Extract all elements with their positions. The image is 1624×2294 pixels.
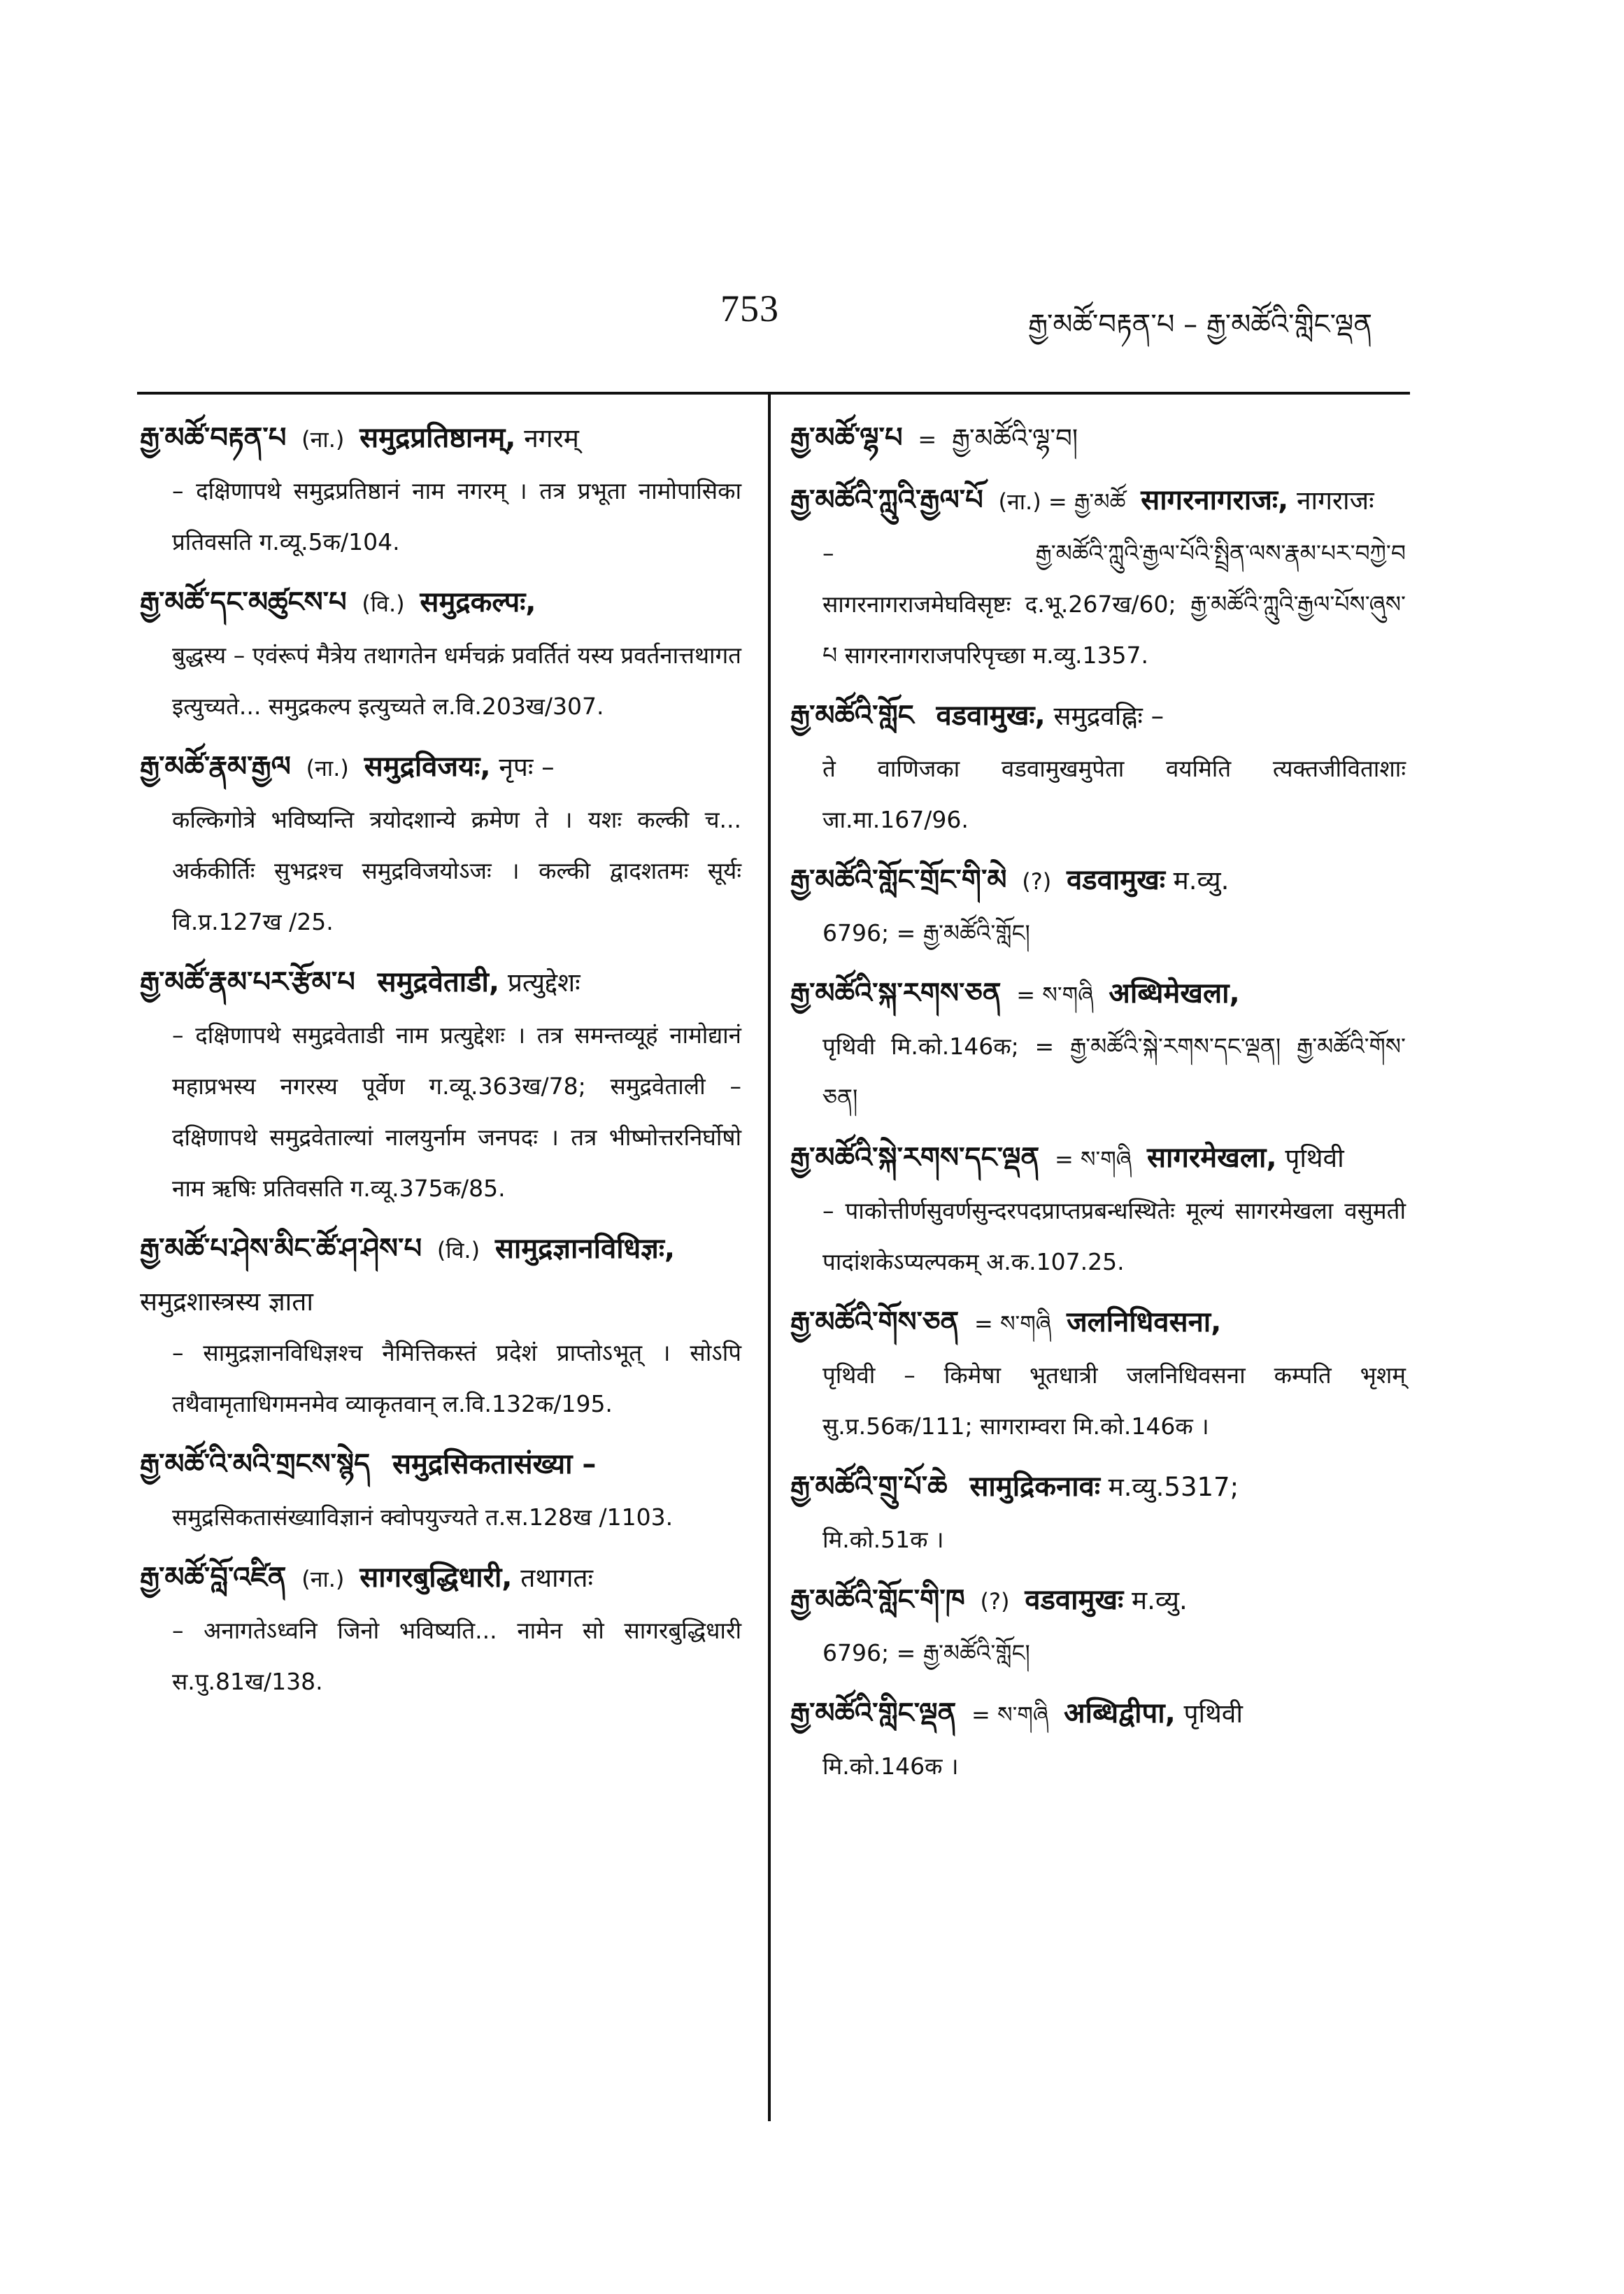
grammar-tag: (वि.)	[362, 590, 405, 617]
tibetan-headword: རྒྱ་མཚོ་བརྟན་པ	[140, 422, 287, 454]
sanskrit-equivalent: अब्धिद्वीपा,	[1064, 1697, 1176, 1729]
entry-headline	[790, 691, 1406, 743]
entry-headline	[790, 1575, 1406, 1627]
sanskrit-equivalent: समुद्रप्रतिष्ठानम्,	[359, 422, 516, 454]
dictionary-entry	[140, 957, 741, 1214]
tibetan-headword: རྒྱ་མཚོའི་སྐ་རགས་ཅན	[790, 977, 1002, 1010]
entry-body: कल्किगोत्रे भविष्यन्ति त्रयोदशान्ये क्रमेण ते । यशः कल्की च... अर्ककीर्तिः सुभद्रश्च समुद्रविजयोऽजः । कल्की द्वादशतमः सूर्यः वि.प्र.127ख /25.	[172, 806, 741, 935]
entry-headline	[790, 968, 1406, 1021]
gloss: समुद्रवह्निः –	[1053, 701, 1164, 731]
entry-headline	[140, 1224, 741, 1327]
left-column	[140, 413, 741, 1717]
sanskrit-equivalent: सामुद्रिकनावः	[969, 1471, 1100, 1503]
gloss: प्रत्युद्देशः	[507, 968, 580, 998]
dictionary-entry	[140, 1224, 741, 1429]
dictionary-entry	[140, 577, 741, 732]
gloss: तथागतः	[520, 1563, 593, 1593]
entry-headline	[790, 855, 1406, 907]
tibetan-headword: རྒྱ་མཚོ་བློ་འཛིན	[140, 1562, 287, 1594]
tibetan-headword: རྒྱ་མཚོ་རྣམ་པར་རྩོམ་པ	[140, 966, 355, 998]
sanskrit-equivalent: समुद्रसिकतासंख्या –	[392, 1448, 597, 1480]
sanskrit-equivalent: सागरबुद्धिधारी,	[359, 1562, 513, 1594]
tibetan-headword: རྒྱ་མཚོ་དང་མཚུངས་པ	[140, 586, 347, 618]
tibetan-headword: རྒྱ་མཚོ་རྣམ་རྒྱལ	[140, 751, 291, 783]
entry-headline	[790, 1688, 1406, 1741]
dictionary-entry	[140, 413, 741, 567]
tibetan-headword: རྒྱ་མཚོའི་གློང་གི་ཁ	[790, 1584, 965, 1616]
header-rule	[137, 392, 1410, 395]
entry-body: बुद्धस्य – एवंरूपं मैत्रेय तथागतेन धर्मचक्रं प्रवर्तितं यस्य प्रवर्तनात्तथागत इत्युच्यते... समुद्रकल्प इत्युच्यते ल.वि.203ख/307.	[172, 642, 741, 720]
entry-body: पृथिवी मि.को.146क; = རྒྱ་མཚོའི་སྐེ་རགས་དང་ལྡན། རྒྱ་མཚོའི་གོས་ཅན།	[822, 1033, 1406, 1111]
entry-headline	[140, 1439, 741, 1492]
sanskrit-equivalent: समुद्रवेताडी,	[377, 966, 500, 998]
tibetan-headword: རྒྱ་མཚོའི་སྐེ་རགས་དང་ལྡན	[790, 1142, 1040, 1174]
entry-headline	[140, 1552, 741, 1605]
entry-headline	[140, 577, 741, 630]
grammar-tag: = ས་གཞི	[971, 1701, 1049, 1728]
dictionary-entry	[790, 1133, 1406, 1287]
entry-body: – རྒྱ་མཚོའི་ཀླུའི་རྒྱལ་པོའི་སྤྲིན་ལས་རྣམ་པར་བཀྱེ་བ सागरनागराजमेघविसृष्टः द.भू.267ख/60; རྒྱ་མཚོའི་ཀླུའི་རྒྱལ་པོས་ཞུས་པ सागरनागराजपरिपृच्छा म.व्यु.1357.	[822, 539, 1406, 669]
sanskrit-equivalent: वडवामुखः	[1025, 1584, 1124, 1616]
gloss: समुद्रशास्त्रस्य ज्ञाता	[140, 1287, 313, 1317]
grammar-tag: (ना.) = རྒྱ་མཚོ	[998, 488, 1126, 515]
entry-body: मि.को.146क ।	[822, 1753, 959, 1780]
dictionary-entry	[790, 968, 1406, 1123]
gloss: म.व्यु.	[1173, 865, 1230, 895]
dictionary-entry	[790, 1575, 1406, 1678]
entry-body: – दक्षिणापथे समुद्रप्रतिष्ठानं नाम नगरम् । तत्र प्रभूता नामोपासिका प्रतिवसति ग.व्यू.5क/104.	[172, 477, 741, 555]
entry-body: पृथिवी – किमेषा भूतधात्री जलनिधिवसना कम्पति भृशम् सु.प्र.56क/111; सागराम्वरा मि.को.146क ।	[822, 1361, 1406, 1440]
entry-headline	[790, 413, 1406, 465]
entry-body: – दक्षिणापथे समुद्रवेताडी नाम प्रत्युद्देशः । तत्र समन्तव्यूहं नामोद्यानं महाप्रभस्य नगरस्य पूर्वेण ग.व्यू.363ख/78; समुद्रवेताली – दक्षिणापथे समुद्रवेताल्यां नालयुर्नाम जनपदः । तत्र भीष्मोत्तरनिर्घोषो नाम ऋषिः प्रतिवसति ग.व्यू.375क/85.	[172, 1021, 741, 1202]
entry-body: 6796; = རྒྱ་མཚོའི་གློང།	[822, 1639, 1030, 1666]
dictionary-entry	[790, 413, 1406, 465]
grammar-tag: (ना.)	[301, 1566, 345, 1592]
column-divider	[768, 393, 771, 2121]
entry-headline	[790, 1297, 1406, 1350]
tibetan-headword: རྒྱ་མཚོའི་གྲུ་པོ་ཆེ	[790, 1471, 948, 1503]
tibetan-headword: རྒྱ་མཚོ་ལྷ་པ	[790, 422, 903, 454]
entry-headline	[790, 475, 1406, 528]
dictionary-entry	[790, 1461, 1406, 1565]
grammar-tag: (?)	[980, 1588, 1010, 1615]
grammar-tag: = ས་གཞི	[1016, 982, 1094, 1008]
dictionary-entry	[140, 1552, 741, 1707]
dictionary-entry	[790, 855, 1406, 958]
entry-body: ते वाणिजका वडवामुखमुपेता वयमिति त्यक्तजीविताशाः जा.मा.167/96.	[822, 755, 1406, 833]
tibetan-headword: རྒྱ་མཚོའི་ཀླུའི་རྒྱལ་པོ	[790, 484, 983, 516]
gloss: पृथिवी	[1183, 1699, 1243, 1729]
sanskrit-equivalent: वडवामुखः	[1066, 864, 1165, 896]
entry-body: – सामुद्रज्ञानविधिज्ञश्च नैमित्तिकस्तं प्रदेशं प्राप्तोऽभूत् । सोऽपि तथैवामृताधिगमनमेव व्याकृतवान् ल.वि.132क/195.	[172, 1339, 741, 1417]
grammar-tag: =	[918, 426, 937, 453]
sanskrit-equivalent: जलनिधिवसना,	[1066, 1306, 1222, 1338]
grammar-tag: = ས་གཞི	[1054, 1146, 1132, 1173]
sanskrit-equivalent: समुद्रकल्पः,	[420, 586, 536, 618]
grammar-tag: (?)	[1022, 868, 1052, 895]
page-number: 753	[720, 288, 779, 330]
sanskrit-equivalent: वडवामुखः,	[936, 700, 1046, 732]
sanskrit-equivalent: सामुद्रज्ञानविधिज्ञः,	[494, 1233, 676, 1265]
grammar-tag: (ना.)	[301, 426, 345, 453]
tibetan-headword: རྒྱ་མཚོ་འི་མའི་གྲངས་སྙེད	[140, 1448, 371, 1480]
grammar-tag: (ना.)	[306, 755, 349, 781]
entry-body: 6796; = རྒྱ་མཚོའི་གློང།	[822, 919, 1030, 947]
gloss: नगरम्	[524, 423, 579, 453]
dictionary-entry	[790, 1297, 1406, 1452]
gloss: नागराजः	[1296, 486, 1374, 516]
dictionary-entry	[140, 742, 741, 947]
tibetan-headword: རྒྱ་མཚོའི་གློང	[790, 700, 914, 732]
grammar-tag: = ས་གཞི	[974, 1310, 1052, 1337]
dictionary-entry	[790, 691, 1406, 845]
sanskrit-equivalent: समुद्रविजयः,	[364, 751, 491, 783]
entry-body: – पाकोत्तीर्णसुवर्णसुन्दरपदप्राप्तप्रबन्धस्थितेः मूल्यं सागरमेखला वसुमती पादांशकेऽप्यल्पकम् अ.क.107.25.	[822, 1197, 1406, 1275]
gloss: पृथिवी	[1285, 1143, 1344, 1173]
running-head: རྒྱ་མཚོ་བརྟན་པ – རྒྱ་མཚོའི་གླིང་ལྡན	[1028, 309, 1373, 341]
gloss: म.व्यु.5317;	[1108, 1472, 1239, 1502]
entry-body: मि.को.51क ।	[822, 1526, 944, 1553]
sanskrit-equivalent: अब्धिमेखला,	[1109, 977, 1240, 1010]
entry-headline	[790, 1133, 1406, 1185]
sanskrit-equivalent: सागरमेखला,	[1146, 1142, 1277, 1174]
gloss: नृपः –	[499, 752, 555, 782]
dictionary-entry	[790, 1688, 1406, 1792]
grammar-tag: (वि.)	[436, 1237, 480, 1263]
tibetan-headword: རྒྱ་མཚོ་པ་ཤེས་མིང་ཚོ་ཤ་ཤེས་པ	[140, 1233, 422, 1265]
gloss: རྒྱ་མཚོའི་ལྷ་བ།	[951, 423, 1078, 453]
entry-headline	[790, 1461, 1406, 1514]
tibetan-headword: རྒྱ་མཚོའི་གློང་གྲོང་གི་མེ	[790, 864, 1007, 896]
sanskrit-equivalent: सागरनागराजः,	[1141, 484, 1289, 516]
gloss: म.व्यु.	[1131, 1585, 1188, 1615]
entry-body: समुद्रसिकतासंख्याविज्ञानं क्वोपयुज्यते त.स.128ख /1103.	[172, 1503, 674, 1531]
tibetan-headword: རྒྱ་མཚོའི་གླིང་ལྡན	[790, 1697, 957, 1729]
tibetan-headword: རྒྱ་མཚོའི་གོས་ཅན	[790, 1306, 960, 1338]
dictionary-entry	[790, 475, 1406, 681]
entry-headline	[140, 957, 741, 1010]
entry-body: – अनागतेऽध्वनि जिनो भविष्यति... नामेन सो सागरबुद्धिधारी स.पु.81ख/138.	[172, 1617, 741, 1695]
entry-headline	[140, 413, 741, 465]
dictionary-entry	[140, 1439, 741, 1543]
entry-headline	[140, 742, 741, 794]
right-column	[790, 413, 1406, 1801]
